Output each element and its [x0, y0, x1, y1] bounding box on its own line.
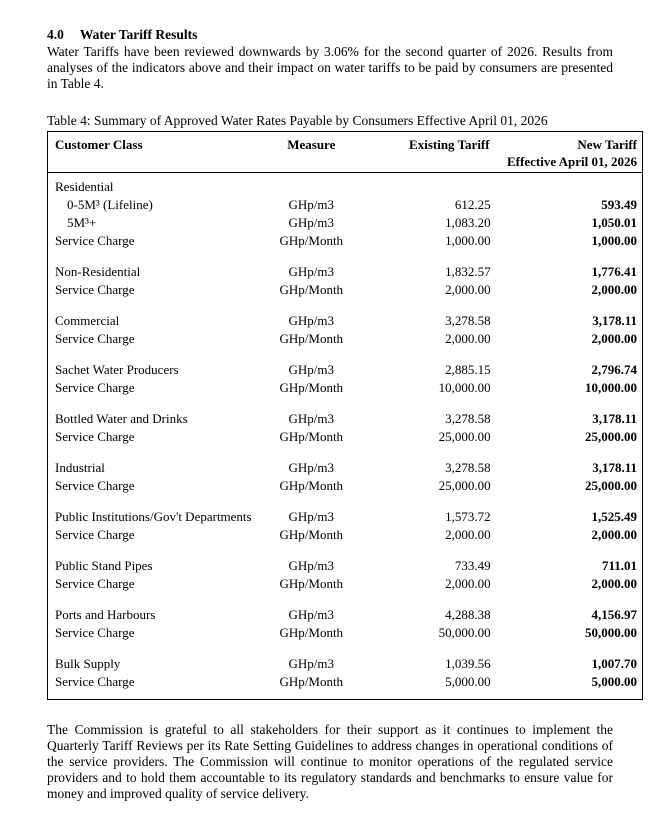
new-tariff-cell: 25,000.00	[585, 429, 637, 444]
column-header-measure: Measure	[255, 132, 367, 173]
tariff-table-body	[48, 173, 643, 700]
column-header-existing-tariff: Existing Tariff	[367, 132, 490, 173]
measure-cell: GHp/Month	[279, 331, 344, 346]
existing-tariff-cell: 2,000.00	[445, 282, 491, 297]
table-row	[48, 196, 643, 214]
table-row	[48, 459, 643, 477]
group-spacer-row	[48, 299, 643, 312]
spacer-cell	[48, 544, 643, 557]
measure-cell: GHp/m3	[288, 215, 335, 230]
customer-class-cell: Commercial	[55, 313, 120, 328]
group-spacer-row	[48, 250, 643, 263]
measure-cell: GHp/m3	[288, 362, 335, 377]
existing-tariff-cell: 733.49	[454, 558, 491, 573]
table-header-row	[48, 132, 643, 173]
group-spacer-row	[48, 397, 643, 410]
customer-class-cell: Service Charge	[55, 674, 135, 689]
new-tariff-cell: 3,178.11	[592, 460, 637, 475]
table-row	[48, 330, 643, 348]
measure-cell: GHp/m3	[288, 313, 335, 328]
table-row	[48, 477, 643, 495]
customer-class-cell: Service Charge	[55, 429, 135, 444]
new-tariff-cell: 50,000.00	[585, 625, 637, 640]
table-row	[48, 655, 643, 673]
group-spacer-row	[48, 593, 643, 606]
customer-class-cell: Bottled Water and Drinks	[55, 411, 188, 426]
intro-paragraph: Water Tariffs have been reviewed downwards by 3.06% for the second quarter of 2026. Results from analyses of the indicators above and their impact on water tariffs to be paid by consumers are presented in Table 4.	[47, 44, 613, 91]
group-spacer-row	[48, 691, 643, 700]
section-title: Water Tariff Results	[79, 27, 198, 42]
table-row	[48, 173, 643, 197]
existing-tariff-cell: 10,000.00	[438, 380, 491, 395]
existing-tariff-cell: 1,573.72	[445, 509, 491, 524]
customer-class-cell: Bulk Supply	[55, 656, 121, 671]
existing-tariff-cell: 2,000.00	[445, 576, 491, 591]
new-tariff-cell: 711.01	[601, 558, 637, 573]
table-row	[48, 575, 643, 593]
existing-tariff-cell: 3,278.58	[445, 313, 491, 328]
new-tariff-effective-date: Effective April 01, 2026	[507, 154, 637, 169]
table-row	[48, 428, 643, 446]
spacer-cell	[48, 642, 643, 655]
existing-tariff-cell: 5,000.00	[445, 674, 491, 689]
tariff-table	[47, 131, 643, 700]
closing-paragraph: The Commission is grateful to all stakeholders for their support as it continues to implement the Quarterly Tariff Reviews per its Rate Setting Guidelines to address changes in operational conditions of the service providers. The Commission will continue to monitor operations of the regulated service providers and to hold them accountable to its regulatory standards and benchmarks to ensure value for money and improved quality of service delivery.	[47, 722, 613, 801]
existing-tariff-cell: 612.25	[454, 197, 491, 212]
table-row	[48, 263, 643, 281]
existing-tariff-cell: 25,000.00	[438, 478, 491, 493]
existing-tariff-cell: 4,288.38	[445, 607, 491, 622]
table-row	[48, 361, 643, 379]
table-row	[48, 232, 643, 250]
table-row	[48, 410, 643, 428]
new-tariff-cell: 2,796.74	[591, 362, 637, 377]
spacer-cell	[48, 593, 643, 606]
measure-cell: GHp/Month	[279, 380, 344, 395]
column-header-new-tariff	[491, 132, 643, 173]
new-tariff-cell: 5,000.00	[591, 674, 637, 689]
spacer-cell	[48, 446, 643, 459]
measure-cell: GHp/m3	[288, 264, 335, 279]
new-tariff-cell: 2,000.00	[591, 527, 637, 542]
new-tariff-cell: 2,000.00	[591, 282, 637, 297]
existing-tariff-cell: 1,832.57	[445, 264, 491, 279]
customer-class-cell: 5M³+	[67, 215, 97, 230]
customer-class-cell: Service Charge	[55, 233, 135, 248]
new-tariff-cell: 593.49	[601, 197, 637, 212]
column-header-customer-class: Customer Class	[48, 132, 256, 173]
measure-cell: GHp/Month	[279, 429, 344, 444]
measure-cell: GHp/m3	[288, 509, 335, 524]
spacer-cell	[48, 397, 643, 410]
measure-cell: GHp/m3	[288, 411, 335, 426]
existing-tariff-cell: 1,083.20	[445, 215, 491, 230]
new-tariff-cell: 2,000.00	[591, 576, 637, 591]
spacer-cell	[48, 348, 643, 361]
new-tariff-cell	[491, 173, 643, 197]
table-row	[48, 379, 643, 397]
customer-class-cell: Industrial	[55, 460, 105, 475]
measure-cell: GHp/Month	[279, 625, 344, 640]
new-tariff-cell: 2,000.00	[591, 331, 637, 346]
existing-tariff-cell: 3,278.58	[445, 460, 491, 475]
existing-tariff-cell: 2,885.15	[445, 362, 491, 377]
existing-tariff-cell: 25,000.00	[438, 429, 491, 444]
table-row	[48, 312, 643, 330]
group-spacer-row	[48, 544, 643, 557]
new-tariff-cell: 1,000.00	[591, 233, 637, 248]
customer-class-cell: Non-Residential	[55, 264, 141, 279]
group-spacer-row	[48, 446, 643, 459]
new-tariff-cell: 10,000.00	[585, 380, 637, 395]
table-row	[48, 214, 643, 232]
measure-cell: GHp/m3	[288, 558, 335, 573]
customer-class-cell: Public Institutions/Gov't Departments	[55, 509, 252, 524]
new-tariff-cell: 4,156.97	[591, 607, 637, 622]
existing-tariff-cell: 3,278.58	[445, 411, 491, 426]
measure-cell: GHp/Month	[279, 674, 344, 689]
customer-class-cell: Service Charge	[55, 331, 135, 346]
customer-class-cell: Public Stand Pipes	[55, 558, 153, 573]
measure-cell: GHp/m3	[288, 656, 335, 671]
spacer-cell	[48, 250, 643, 263]
customer-class-cell: Residential	[55, 179, 114, 194]
section-heading	[47, 27, 614, 43]
table-row	[48, 508, 643, 526]
customer-class-cell: Service Charge	[55, 625, 135, 640]
customer-class-cell: Service Charge	[55, 478, 135, 493]
measure-cell: GHp/m3	[288, 197, 335, 212]
measure-cell: GHp/Month	[279, 478, 344, 493]
new-tariff-label: New Tariff	[577, 137, 637, 152]
existing-tariff-cell	[367, 173, 490, 197]
table-row	[48, 624, 643, 642]
spacer-cell	[48, 299, 643, 312]
existing-tariff-cell: 50,000.00	[438, 625, 491, 640]
section-number: 4.0	[47, 27, 64, 42]
measure-cell: GHp/Month	[279, 233, 344, 248]
new-tariff-cell: 1,050.01	[591, 215, 637, 230]
new-tariff-cell: 3,178.11	[592, 411, 637, 426]
measure-cell: GHp/Month	[279, 527, 344, 542]
existing-tariff-cell: 2,000.00	[445, 527, 491, 542]
customer-class-cell: Service Charge	[55, 576, 135, 591]
group-spacer-row	[48, 348, 643, 361]
existing-tariff-cell: 2,000.00	[445, 331, 491, 346]
customer-class-cell: Service Charge	[55, 282, 135, 297]
table-caption: Table 4: Summary of Approved Water Rates Payable by Consumers Effective April 01, 2026	[47, 113, 548, 128]
new-tariff-cell: 25,000.00	[585, 478, 637, 493]
customer-class-cell: Sachet Water Producers	[55, 362, 179, 377]
customer-class-cell: Ports and Harbours	[55, 607, 156, 622]
measure-cell: GHp/m3	[288, 460, 335, 475]
existing-tariff-cell: 1,000.00	[445, 233, 491, 248]
table-row	[48, 526, 643, 544]
spacer-cell	[48, 691, 643, 700]
measure-cell: GHp/m3	[288, 607, 335, 622]
new-tariff-cell: 1,525.49	[591, 509, 637, 524]
customer-class-cell: Service Charge	[55, 380, 135, 395]
existing-tariff-cell: 1,039.56	[445, 656, 491, 671]
measure-cell	[255, 173, 367, 197]
new-tariff-cell: 1,007.70	[591, 656, 637, 671]
spacer-cell	[48, 495, 643, 508]
new-tariff-cell: 1,776.41	[591, 264, 637, 279]
measure-cell: GHp/Month	[279, 282, 344, 297]
table-row	[48, 606, 643, 624]
customer-class-cell: Service Charge	[55, 527, 135, 542]
table-row	[48, 281, 643, 299]
table-row	[48, 673, 643, 691]
group-spacer-row	[48, 495, 643, 508]
table-row	[48, 557, 643, 575]
customer-class-cell: 0-5M³ (Lifeline)	[67, 197, 153, 212]
measure-cell: GHp/Month	[279, 576, 344, 591]
group-spacer-row	[48, 642, 643, 655]
new-tariff-cell: 3,178.11	[592, 313, 637, 328]
